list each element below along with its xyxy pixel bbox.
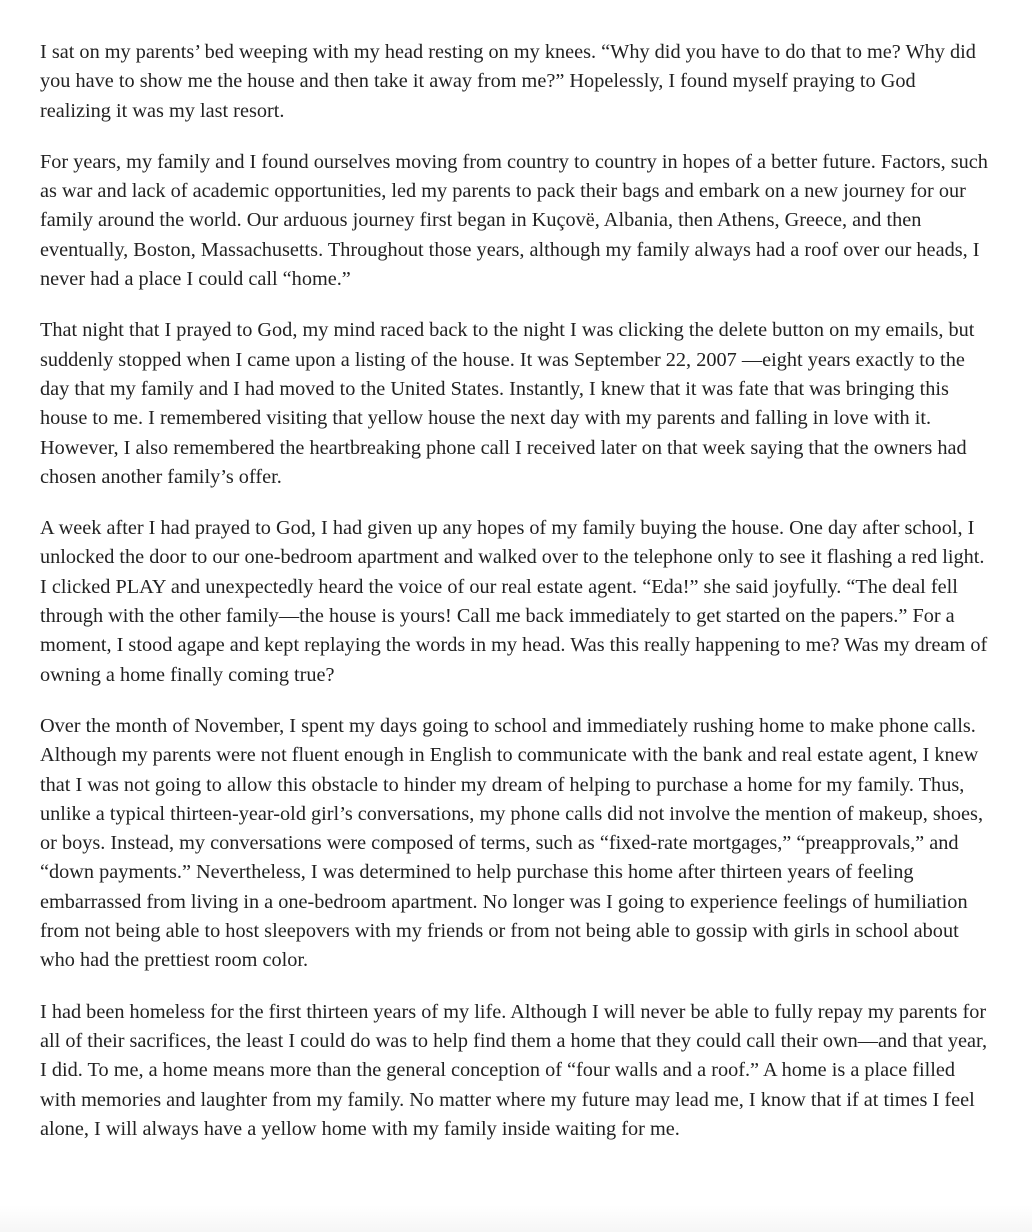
paragraph-2: For years, my family and I found ourselves moving from country to country in hopes of a better future. Factors, such as war and lack of academic opportunities, led my parents to pack their bags and embark on a new journey for our family around the world. Our arduous journey first began in Kuçovë, Albania, then Athens, Greece, and then eventually, Boston, Massachusetts. Throughout those years, although my family always had a roof over our heads, I never had a place I could call “home.” (40, 150, 988, 291)
paragraph-3: That night that I prayed to God, my mind raced back to the night I was clicking the delete button on my emails, but suddenly stopped when I came upon a listing of the house. It was September 22, 2007 —eight years exactly to the day that my family and I had moved to the United States. Instantly, I knew that it was fate that was bringing this house to me. I remembered visiting that yellow house the next day with my parents and falling in love with it. However, I also remembered the heartbreaking phone call I received later on that week saying that the owners had chosen another family’s offer. (40, 319, 975, 488)
paragraph-6: I had been homeless for the first thirteen years of my life. Although I will never be able to fully repay my parents for all of their sacrifices, the least I could do was to help find them a home that they could call their own—and that year, I did. To me, a home means more than the general conception of “four walls and a roof.” A home is a place filled with memories and laughter from my family. No matter where my future may lead me, I know that if at times I feel alone, I will always have a yellow home with my family inside waiting for me. (40, 1000, 988, 1140)
paragraph-5: Over the month of November, I spent my days going to school and immediately rushing home to make phone calls. Although my parents were not fluent enough in English to communicate with the bank and real estate agent, I knew that I was not going to allow this obstacle to hinder my dream of helping to purchase a home for my family. Thus, unlike a typical thirteen-year-old girl’s conversations, my phone calls did not involve the mention of makeup, shoes, or boys. Instead, my conversations were composed of terms, such as “fixed-rate mortgages,” “preapprovals,” and “down payments.” Nevertheless, I was determined to help purchase this home after thirteen years of feeling embarrassed from living in a one-bedroom apartment. No longer was I going to experience feelings of humiliation from not being able to host sleepovers with my friends or from not being able to gossip with girls in school about who had the prettiest room color. (40, 714, 984, 972)
paragraph-4: A week after I had prayed to God, I had given up any hopes of my family buying the house. One day after school, I unlocked the door to our one-bedroom apartment and walked over to the telephone only to see it flashing a red light. I clicked PLAY and unexpectedly heard the voice of our real estate agent. “Eda!” she said joyfully. “The deal fell through with the other family—the house is yours! Call me back immediately to get started on the papers.” For a moment, I stood agape and kept replaying the words in my head. Was this really happening to me? Was my dream of owning a home finally coming true? (40, 517, 988, 686)
paragraph-1: I sat on my parents’ bed weeping with my head resting on my knees. “Why did you have to do that to me? Why did you have to show me the house and then take it away from me?” Hopelessly, I found myself praying to God realizing it was my last resort. (40, 41, 976, 122)
essay-document (40, 38, 990, 1144)
